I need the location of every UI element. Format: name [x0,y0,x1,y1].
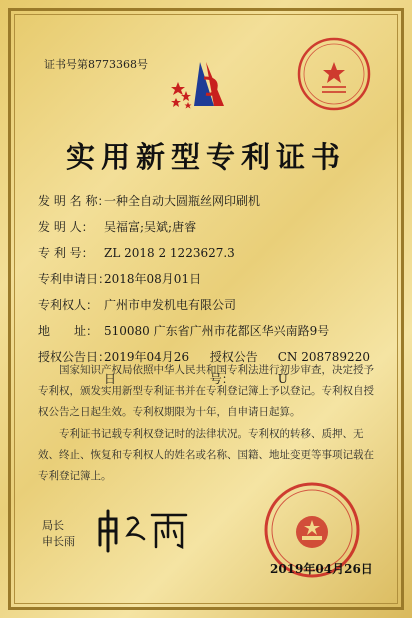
announcement-number-label: 授权公告号： [209,350,258,386]
issue-date: 2019年04月26日 [270,562,373,576]
field-patent-number [38,242,378,268]
field-address [38,320,378,346]
paragraph-grant: 国家知识产权局依照中华人民共和国专利法进行初步审查，决定授予专利权，颁发实用新型专利证书并在专利登记簿上予以登记。专利权自授权公告之日起生效。专利权期限为十年，自申请日起算。 [38,364,374,418]
field-patentee [38,294,378,320]
announcement-date-value: 2019年04月26日 [104,350,190,386]
field-value: 吴福富;吴斌;唐睿 [104,220,197,234]
field-application-date [38,268,378,294]
field-value: 一种全自动大圆瓶丝网印刷机 [104,194,261,208]
announcement-date-label: 授权公告日： [38,350,111,364]
paragraph-legal-status: 专利证书记载专利权登记时的法律状况。专利权的转移、质押、无效、终止、恢复和专利权人的姓名或名称、国籍、地址变更等事项记载在专利登记簿上。 [38,428,374,482]
field-value: ZL 2018 2 1223627.3 [104,246,235,260]
document-title: 实用新型专利证书 [65,140,346,174]
handwritten-signature-icon [92,505,192,553]
field-label: 专利权人： [38,298,99,312]
certificate-number: 证书号第8773368号 [44,58,148,71]
field-inventor [38,216,378,242]
announcement-number-value: CN 208789220 U [277,350,370,386]
field-label: 专 利 号： [38,246,94,260]
field-label: 地 址： [38,324,99,338]
signatory-name: 申长雨 [42,535,75,548]
field-value: 2018年08月01日 [104,272,202,286]
field-invention-name [38,190,378,216]
patent-fields [38,190,378,386]
office-seal-icon [296,36,372,112]
field-label: 发 明 名 称： [38,194,110,208]
field-value: 510080 广东省广州市花都区华兴南路9号 [104,324,330,338]
field-value: 广州市申发机电有限公司 [104,298,237,312]
field-label: 发 明 人： [38,220,94,234]
signatory-position: 局长 [42,519,64,532]
signatory-title [42,518,75,550]
field-label: 专利申请日： [38,272,111,286]
patent-office-logo-icon [170,58,240,110]
